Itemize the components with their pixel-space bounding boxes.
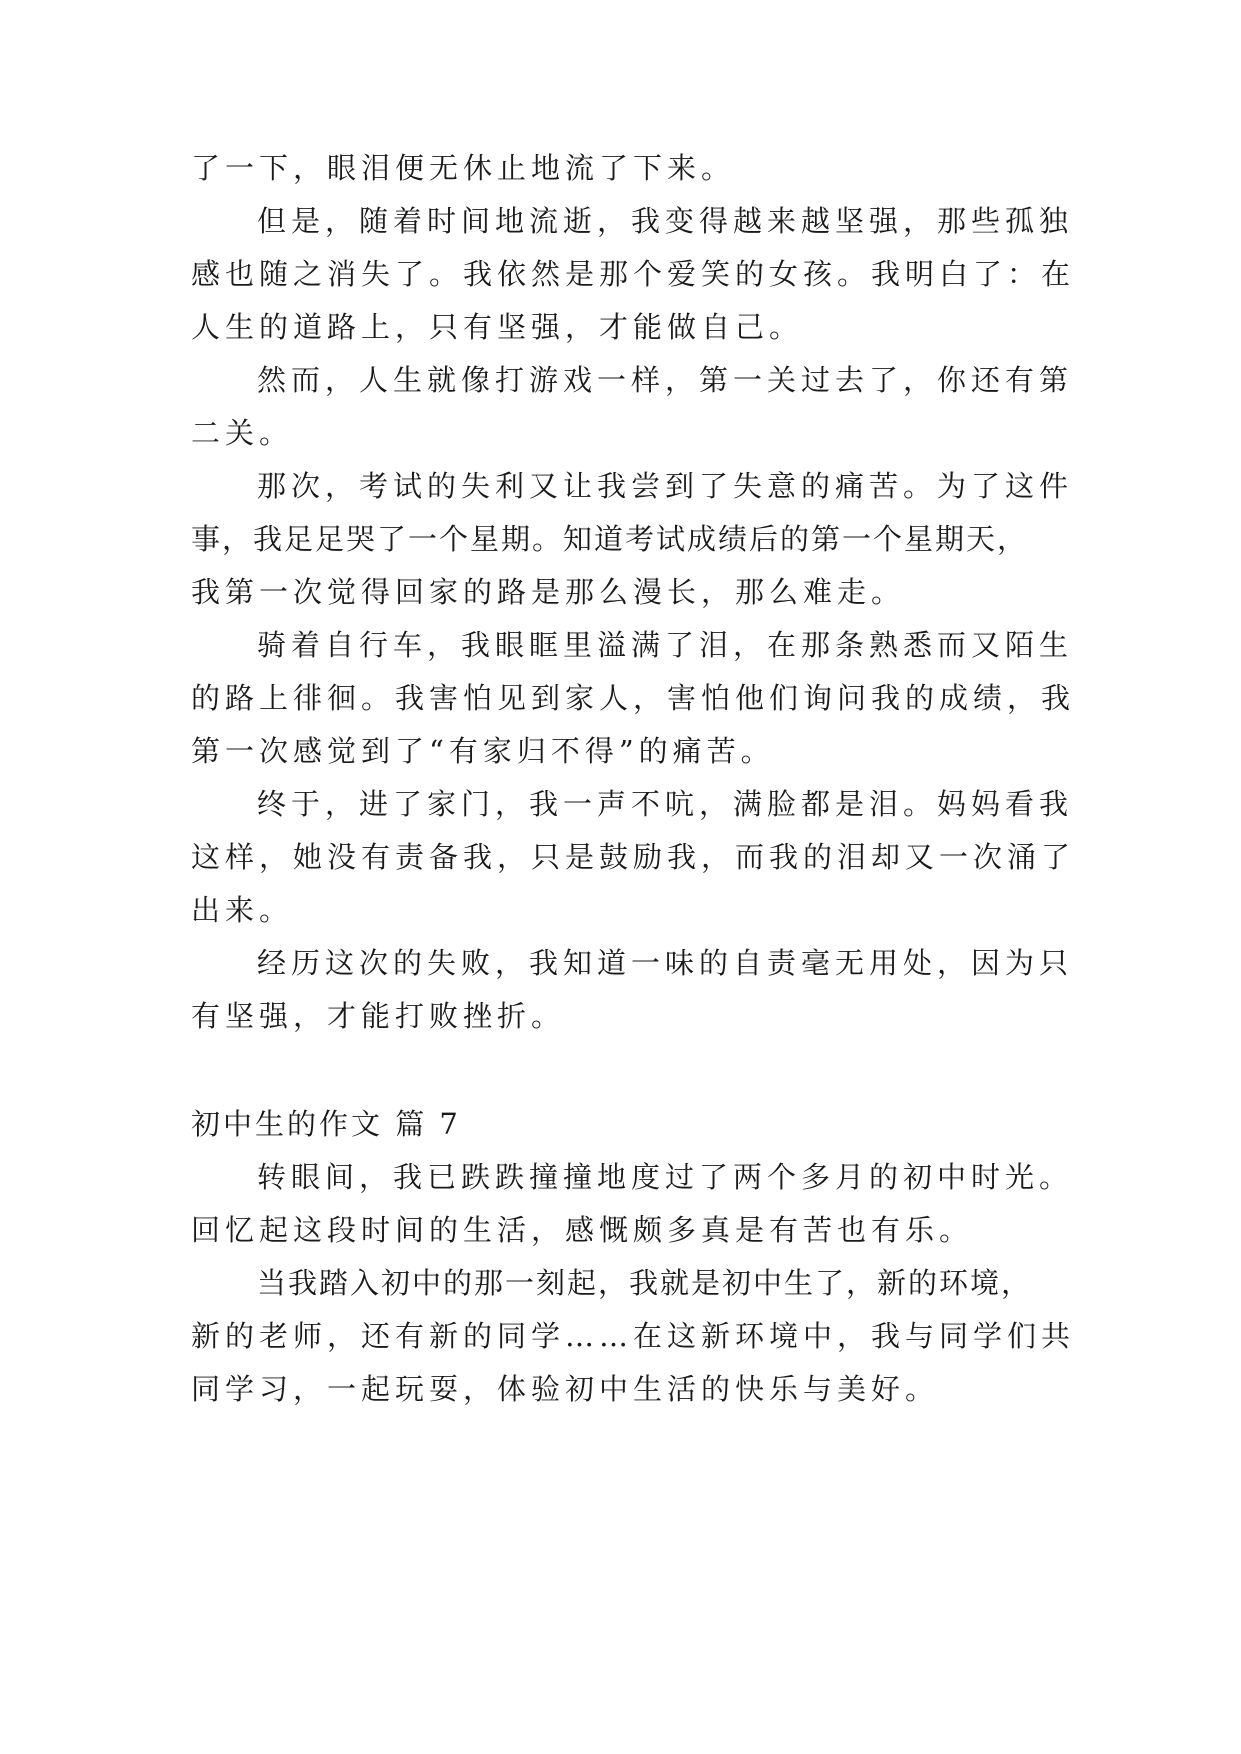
text-line: 然而，人生就像打游戏一样，第一关过去了，你还有第: [257, 363, 1074, 397]
text-line: 同学习，一起玩耍，体验初中生活的快乐与美好。: [191, 1372, 940, 1406]
text-line: 了一下，眼泪便无休止地流了下来。: [191, 151, 736, 185]
text-line: 当我踏入初中的那一刻起，我就是初中生了，新的环境，: [257, 1266, 1033, 1300]
text-line: 这样，她没有责备我，只是鼓励我，而我的泪却又一次涌了: [191, 840, 1076, 874]
text-line: 那次，考试的失利又让我尝到了失意的痛苦。为了这件: [257, 469, 1074, 503]
text-line: 经历这次的失败，我知道一味的自责毫无用处，因为只: [257, 946, 1074, 980]
text-line: 人生的道路上，只有坚强，才能做自己。: [191, 310, 804, 344]
text-line: 出来。: [191, 893, 294, 927]
text-line: 的路上徘徊。我害怕见到家人，害怕他们询问我的成绩，我: [191, 681, 1076, 715]
text-line: 骑着自行车，我眼眶里溢满了泪，在那条熟悉而又陌生: [257, 628, 1074, 662]
text-line: 回忆起这段时间的生活，感慨颇多真是有苦也有乐。: [191, 1213, 974, 1247]
text-line: 新的老师，还有新的同学……在这新环境中，我与同学们共: [191, 1319, 1076, 1353]
text-line: 我第一次觉得回家的路是那么漫长，那么难走。: [191, 575, 906, 609]
text-line: 感也随之消失了。我依然是那个爱笑的女孩。我明白了：在: [191, 257, 1076, 291]
text-line: 事，我足足哭了一个星期。知道考试成绩后的第一个星期天，: [191, 522, 1029, 556]
section-heading: 初中生的作文 篇 7: [191, 1107, 461, 1141]
text-line: 终于，进了家门，我一声不吭，满脸都是泪。妈妈看我: [257, 787, 1074, 821]
text-line: 第一次感觉到了“有家归不得”的痛苦。: [191, 734, 775, 768]
text-line: 但是，随着时间地流逝，我变得越来越坚强，那些孤独: [257, 204, 1074, 238]
text-line: 有坚强，才能打败挫折。: [191, 999, 566, 1033]
text-line: 转眼间，我已跌跌撞撞地度过了两个多月的初中时光。: [257, 1160, 1074, 1194]
text-line: 二关。: [191, 416, 294, 450]
